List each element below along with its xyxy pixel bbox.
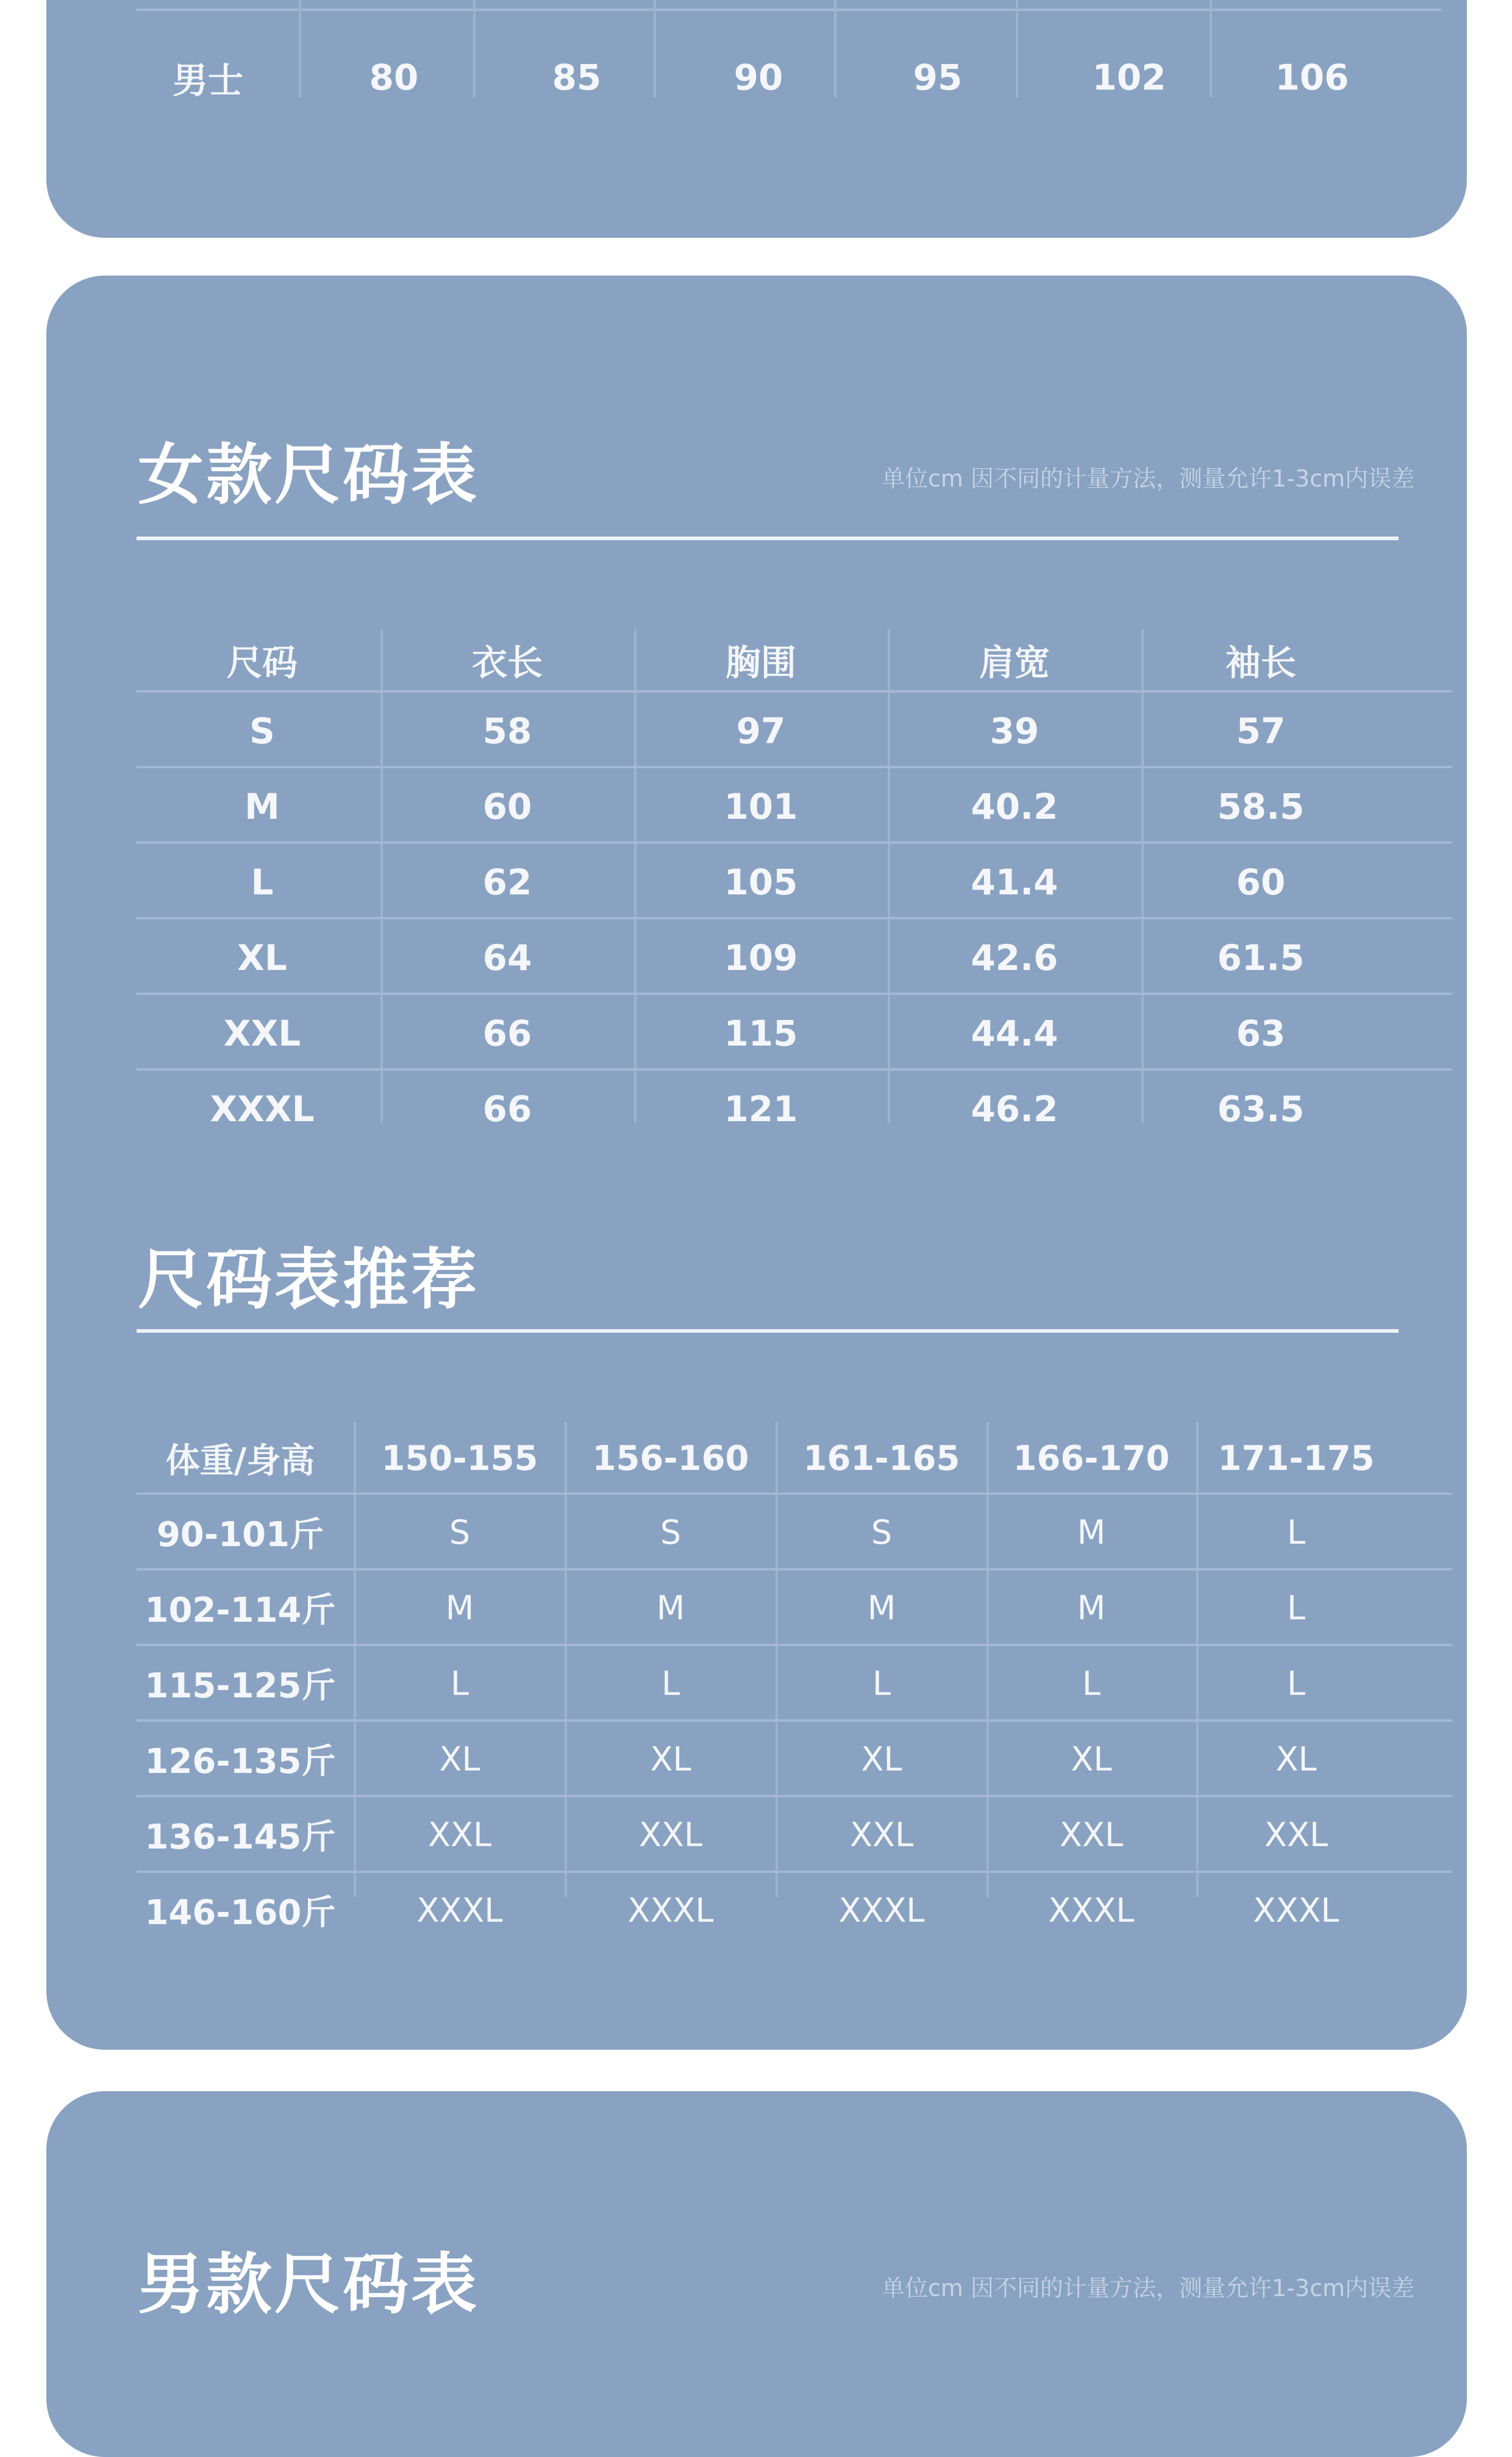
table-cell: 44.4 bbox=[971, 1013, 1058, 1054]
recommended-size: M bbox=[1077, 1513, 1106, 1552]
recommend-title: 尺码表推荐 bbox=[138, 1242, 480, 1318]
table-cell: 105 bbox=[724, 861, 798, 903]
recommended-size: M bbox=[867, 1588, 896, 1627]
men-size-table-title: 男款尺码表 bbox=[138, 2247, 480, 2323]
title-divider bbox=[137, 537, 1399, 540]
table-cell: 46.2 bbox=[971, 1088, 1058, 1130]
measurement-note: 单位cm 因不同的计量方法，测量允许1-3cm内误差 bbox=[882, 465, 1414, 492]
table-cell: 57 bbox=[1236, 710, 1286, 752]
row-label-men: 男士 bbox=[172, 60, 243, 101]
recommended-size: XL bbox=[1071, 1739, 1112, 1778]
recommended-size: XXXL bbox=[1048, 1891, 1135, 1930]
table-row-divider bbox=[137, 1719, 1452, 1722]
recommended-size: XXXL bbox=[1253, 1891, 1339, 1930]
women-size-card bbox=[46, 276, 1467, 2050]
table-cell: 42.6 bbox=[971, 937, 1058, 979]
column-header: 161-165 bbox=[803, 1438, 960, 1478]
column-header: 156-160 bbox=[592, 1438, 749, 1478]
column-divider bbox=[888, 629, 890, 1123]
recommended-size: XL bbox=[439, 1739, 480, 1778]
column-divider bbox=[380, 629, 383, 1123]
recommended-size: M bbox=[445, 1588, 474, 1627]
recommended-size: XXXL bbox=[838, 1891, 925, 1930]
recommended-size: XXXL bbox=[416, 1891, 503, 1930]
table-cell: 90 bbox=[733, 57, 783, 98]
table-cell: 85 bbox=[552, 57, 602, 98]
table-cell: 109 bbox=[724, 937, 798, 979]
column-divider bbox=[834, 0, 836, 98]
table-row-divider bbox=[137, 993, 1452, 995]
table-row-divider bbox=[137, 766, 1452, 768]
column-divider bbox=[654, 0, 656, 98]
recommended-size: L bbox=[872, 1664, 891, 1703]
table-cell: 40.2 bbox=[971, 786, 1058, 827]
table-cell: 95 bbox=[913, 57, 963, 98]
table-row-divider bbox=[137, 1068, 1452, 1071]
column-header: 胸围 bbox=[725, 642, 796, 683]
table-cell: 63 bbox=[1236, 1013, 1286, 1054]
column-divider bbox=[473, 0, 476, 98]
table-row-divider bbox=[137, 1795, 1452, 1797]
table-cell: 80 bbox=[369, 57, 419, 98]
title-divider bbox=[137, 1329, 1399, 1333]
recommended-size: XL bbox=[1275, 1739, 1317, 1778]
recommended-size: L bbox=[1286, 1664, 1306, 1703]
recommended-size: XXXL bbox=[627, 1891, 714, 1930]
table-cell: 115 bbox=[724, 1013, 798, 1054]
table-cell: 58 bbox=[482, 710, 532, 752]
table-cell: 121 bbox=[724, 1088, 798, 1130]
column-header: 150-155 bbox=[381, 1438, 538, 1478]
table-cell: 66 bbox=[482, 1013, 532, 1054]
column-divider bbox=[634, 629, 637, 1123]
table-row-divider bbox=[137, 841, 1452, 844]
table-row-divider bbox=[137, 9, 1441, 11]
column-header: 体重/身高 bbox=[165, 1441, 315, 1481]
column-divider bbox=[1141, 629, 1144, 1123]
table-cell: 102 bbox=[1092, 57, 1166, 98]
size-label: M bbox=[244, 786, 280, 827]
men-size-card bbox=[46, 2091, 1467, 2457]
men-size-table-card-tail bbox=[46, 0, 1467, 238]
table-cell: 58.5 bbox=[1217, 786, 1305, 827]
column-header: 尺码 bbox=[226, 642, 298, 683]
women-size-table-title: 女款尺码表 bbox=[138, 437, 480, 513]
size-label: XXL bbox=[223, 1013, 301, 1054]
column-header: 166-170 bbox=[1013, 1438, 1170, 1478]
table-cell: 62 bbox=[482, 861, 532, 903]
size-label: XXXL bbox=[210, 1088, 315, 1130]
size-label: S bbox=[249, 710, 275, 752]
recommended-size: S bbox=[449, 1513, 471, 1552]
size-label: XL bbox=[237, 937, 287, 979]
table-row-divider bbox=[137, 917, 1452, 919]
column-divider bbox=[299, 0, 301, 98]
table-cell: 60 bbox=[482, 786, 532, 827]
measurement-note: 单位cm 因不同的计量方法，测量允许1-3cm内误差 bbox=[882, 2275, 1414, 2302]
recommended-size: S bbox=[660, 1513, 682, 1552]
recommended-size: L bbox=[661, 1664, 680, 1703]
table-cell: 64 bbox=[482, 937, 532, 979]
recommended-size: L bbox=[1286, 1513, 1306, 1552]
weight-range-label: 136-145斤 bbox=[144, 1817, 336, 1857]
column-header: 171-175 bbox=[1218, 1438, 1375, 1478]
table-row-divider bbox=[137, 1644, 1452, 1646]
table-row-divider bbox=[137, 690, 1452, 693]
recommended-size: XXL bbox=[1264, 1815, 1328, 1854]
table-cell: 60 bbox=[1236, 861, 1286, 903]
table-cell: 41.4 bbox=[971, 861, 1058, 903]
table-cell: 63.5 bbox=[1217, 1088, 1305, 1130]
column-header: 衣长 bbox=[471, 642, 543, 683]
column-header: 肩宽 bbox=[979, 642, 1050, 683]
recommended-size: M bbox=[1077, 1588, 1106, 1627]
recommended-size: M bbox=[656, 1588, 685, 1627]
table-cell: 61.5 bbox=[1217, 937, 1305, 979]
recommended-size: L bbox=[1082, 1664, 1101, 1703]
weight-range-label: 102-114斤 bbox=[144, 1591, 336, 1630]
size-label: L bbox=[251, 861, 274, 903]
recommended-size: XXL bbox=[849, 1815, 914, 1854]
weight-range-label: 115-125斤 bbox=[144, 1666, 336, 1706]
table-cell: 106 bbox=[1275, 57, 1349, 98]
column-divider bbox=[1016, 0, 1018, 98]
recommended-size: XXL bbox=[427, 1815, 492, 1854]
table-cell: 39 bbox=[990, 710, 1040, 752]
recommended-size: XXL bbox=[638, 1815, 703, 1854]
table-cell: 101 bbox=[724, 786, 798, 827]
recommended-size: S bbox=[871, 1513, 893, 1552]
weight-range-label: 146-160斤 bbox=[144, 1893, 336, 1933]
weight-range-label: 126-135斤 bbox=[144, 1742, 336, 1781]
table-row-divider bbox=[137, 1568, 1452, 1571]
table-cell: 97 bbox=[736, 710, 786, 752]
table-row-divider bbox=[137, 1492, 1452, 1495]
table-cell: 66 bbox=[482, 1088, 532, 1130]
recommended-size: XL bbox=[861, 1739, 902, 1778]
table-row-divider bbox=[137, 1870, 1452, 1873]
recommended-size: XXL bbox=[1059, 1815, 1124, 1854]
column-header: 袖长 bbox=[1225, 642, 1296, 683]
column-divider bbox=[1210, 0, 1212, 98]
recommended-size: XL bbox=[650, 1739, 691, 1778]
weight-range-label: 90-101斤 bbox=[156, 1515, 324, 1555]
recommended-size: L bbox=[450, 1664, 469, 1703]
recommended-size: L bbox=[1286, 1588, 1306, 1627]
